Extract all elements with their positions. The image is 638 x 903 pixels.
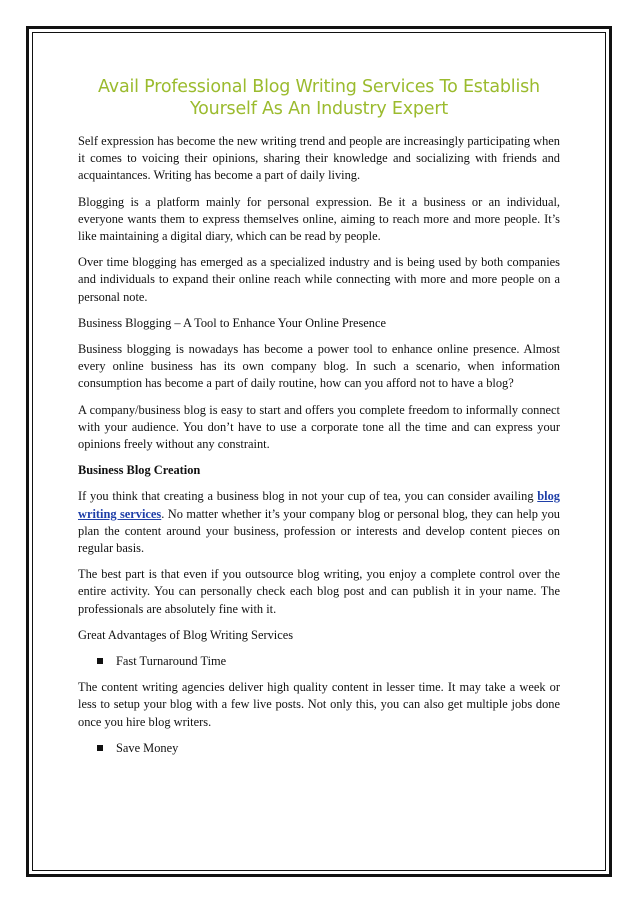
paragraph-specialized-industry: Over time blogging has emerged as a specialized industry and is being used by both companies and individuals to expand their online reach while connecting with more and more people on a personal note. bbox=[78, 255, 560, 304]
paragraph-blog-creation bbox=[78, 488, 560, 557]
blog-writing-services-link[interactable]: blog writing services bbox=[78, 489, 560, 521]
advantages-list-1 bbox=[78, 653, 560, 670]
paragraph-company-blog: A company/business blog is easy to start and offers you complete freedom to informally connect with your audience. You don’t have to use a corporate tone all the time and can express your opinions freely without any constraint. bbox=[78, 402, 560, 452]
heading-business-blog-creation: Business Blog Creation bbox=[78, 463, 201, 478]
square-bullet-icon bbox=[97, 745, 103, 751]
paragraph-blog-creation-before: If you think that creating a business blog in not your cup of tea, you can consider availing bbox=[78, 489, 538, 504]
list-item-fast-turnaround bbox=[78, 653, 560, 670]
heading-great-advantages: Great Advantages of Blog Writing Services bbox=[78, 627, 294, 642]
list-item-label: Fast Turnaround Time bbox=[116, 654, 227, 669]
paragraph-blogging-platform: Blogging is a platform mainly for personal expression. Be it a business or an individual, everyone wants them to express themselves online, aiming to reach more and more people. It’s like maintaining a digital diary, which can be read by people. bbox=[78, 194, 560, 244]
document-body bbox=[78, 76, 560, 766]
paragraph-turnaround: The content writing agencies deliver high quality content in lesser time. It may take a week or less to setup your blog with a few live posts. Not only this, you can also get multiple jobs done once you hire blog writers. bbox=[78, 680, 560, 729]
document-title: Avail Professional Blog Writing Services To Establish Yourself As An Industry Expert bbox=[98, 77, 540, 119]
paragraph-self-expression: Self expression has become the new writing trend and people are increasingly participating when it comes to voicing their opinions, sharing their knowledge and socializing with friends and acquaintances. Writing has become a part of daily living. bbox=[78, 134, 560, 183]
paragraph-blog-creation-after: . No matter whether it’s your company blog or personal blog, they can help you plan the content around your business, profession or interests and develop content pieces on regular basis. bbox=[78, 506, 560, 556]
paragraph-business-blogging: Business blogging is nowadays has become a power tool to enhance online presence. Almost every online business has its own company blog. In such a scenario, when information consumption has become a part of daily routine, how can you afford not to have a blog? bbox=[78, 342, 560, 391]
paragraph-control: The best part is that even if you outsource blog writing, you enjoy a complete control over the entire activity. You can personally check each blog post and can publish it in your name. The professionals are absolutely fine with it. bbox=[78, 567, 560, 616]
square-bullet-icon bbox=[97, 658, 103, 664]
heading-business-blogging: Business Blogging – A Tool to Enhance Your Online Presence bbox=[78, 315, 386, 330]
list-item-label: Save Money bbox=[116, 740, 179, 755]
advantages-list-2 bbox=[78, 740, 560, 757]
list-item-save-money bbox=[78, 740, 560, 757]
